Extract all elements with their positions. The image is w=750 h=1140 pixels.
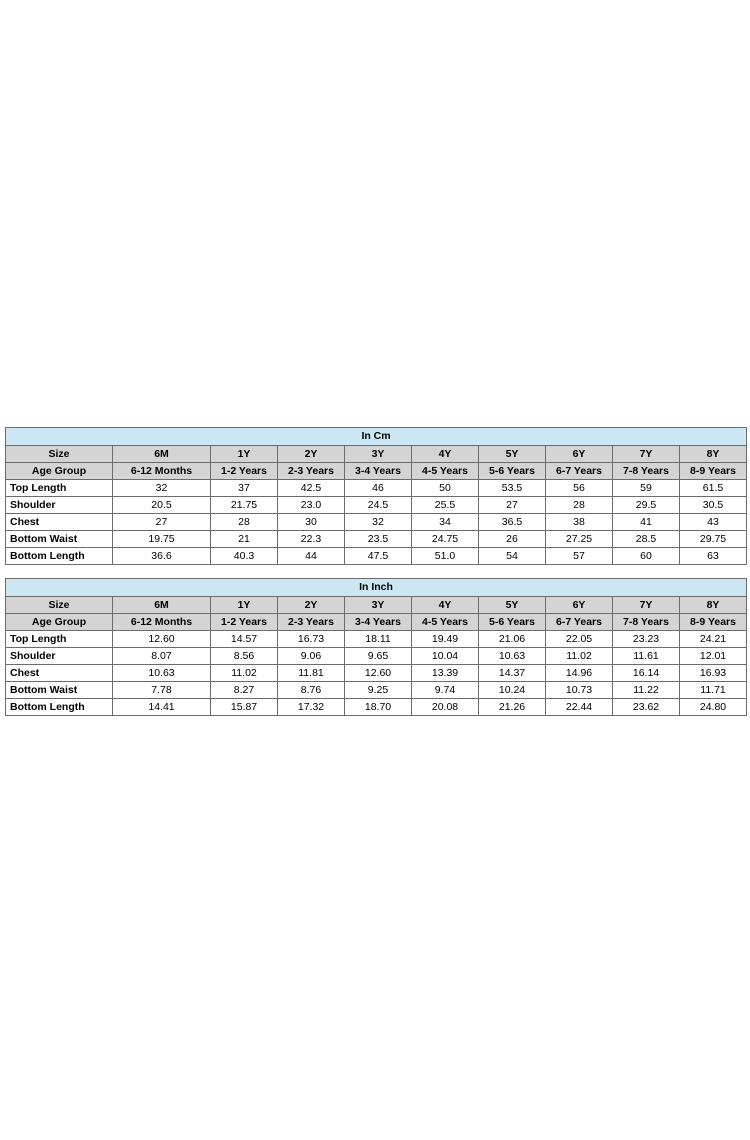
table-body	[6, 446, 747, 565]
table-row	[6, 548, 747, 565]
table-row	[6, 497, 747, 514]
measurement-value-cell: 27	[479, 497, 546, 514]
table-row	[6, 480, 747, 497]
table-row	[6, 631, 747, 648]
measurement-value-cell: 63	[680, 548, 747, 565]
size-chart-inch-table	[5, 578, 747, 716]
header-cell: 5-6 Years	[479, 614, 546, 631]
header-cell: 4-5 Years	[412, 463, 479, 480]
measurement-value-cell: 32	[113, 480, 211, 497]
measurement-value-cell: 10.24	[479, 682, 546, 699]
table-body	[6, 597, 747, 716]
measurement-value-cell: 21.75	[211, 497, 278, 514]
table-title-row	[6, 428, 747, 446]
measurement-value-cell: 25.5	[412, 497, 479, 514]
measurement-value-cell: 23.5	[345, 531, 412, 548]
measurement-value-cell: 8.27	[211, 682, 278, 699]
header-cell: 4Y	[412, 597, 479, 614]
header-cell: 6M	[113, 446, 211, 463]
header-cell: 7-8 Years	[613, 463, 680, 480]
measurement-value-cell: 14.57	[211, 631, 278, 648]
measurement-label-cell: Bottom Length	[6, 548, 113, 565]
measurement-value-cell: 11.02	[546, 648, 613, 665]
measurement-value-cell: 8.07	[113, 648, 211, 665]
measurement-value-cell: 12.01	[680, 648, 747, 665]
measurement-value-cell: 12.60	[113, 631, 211, 648]
header-cell: 8-9 Years	[680, 463, 747, 480]
measurement-label-cell: Bottom Waist	[6, 531, 113, 548]
measurement-value-cell: 16.73	[278, 631, 345, 648]
measurement-value-cell: 11.81	[278, 665, 345, 682]
header-cell: 1Y	[211, 597, 278, 614]
measurement-value-cell: 40.3	[211, 548, 278, 565]
measurement-value-cell: 34	[412, 514, 479, 531]
measurement-value-cell: 26	[479, 531, 546, 548]
measurement-value-cell: 59	[613, 480, 680, 497]
measurement-value-cell: 30	[278, 514, 345, 531]
header-cell: 6Y	[546, 446, 613, 463]
table-row	[6, 699, 747, 716]
measurement-label-cell: Top Length	[6, 631, 113, 648]
header-cell: 3-4 Years	[345, 614, 412, 631]
measurement-value-cell: 11.71	[680, 682, 747, 699]
measurement-label-cell: Chest	[6, 665, 113, 682]
row-header-cell: Age Group	[6, 614, 113, 631]
measurement-label-cell: Shoulder	[6, 648, 113, 665]
header-cell: 7-8 Years	[613, 614, 680, 631]
header-cell: 5Y	[479, 446, 546, 463]
measurement-value-cell: 17.32	[278, 699, 345, 716]
measurement-label-cell: Shoulder	[6, 497, 113, 514]
measurement-value-cell: 28	[211, 514, 278, 531]
table-row	[6, 514, 747, 531]
measurement-value-cell: 28	[546, 497, 613, 514]
row-header-cell: Age Group	[6, 463, 113, 480]
size-chart-cm-table	[5, 427, 747, 565]
measurement-value-cell: 9.74	[412, 682, 479, 699]
measurement-value-cell: 24.80	[680, 699, 747, 716]
header-cell: 1-2 Years	[211, 614, 278, 631]
measurement-value-cell: 47.5	[345, 548, 412, 565]
header-cell: 7Y	[613, 597, 680, 614]
measurement-value-cell: 14.96	[546, 665, 613, 682]
measurement-value-cell: 14.37	[479, 665, 546, 682]
size-header-row	[6, 597, 747, 614]
measurement-label-cell: Top Length	[6, 480, 113, 497]
measurement-value-cell: 14.41	[113, 699, 211, 716]
header-cell: 3Y	[345, 446, 412, 463]
measurement-value-cell: 10.04	[412, 648, 479, 665]
measurement-value-cell: 30.5	[680, 497, 747, 514]
age-group-header-row	[6, 614, 747, 631]
header-cell: 2Y	[278, 446, 345, 463]
table-row	[6, 682, 747, 699]
measurement-value-cell: 60	[613, 548, 680, 565]
table-title: In Cm	[6, 428, 747, 446]
header-cell: 8Y	[680, 446, 747, 463]
measurement-value-cell: 22.05	[546, 631, 613, 648]
measurement-value-cell: 7.78	[113, 682, 211, 699]
header-cell: 2-3 Years	[278, 614, 345, 631]
measurement-value-cell: 56	[546, 480, 613, 497]
header-cell: 8Y	[680, 597, 747, 614]
measurement-value-cell: 10.63	[113, 665, 211, 682]
header-cell: 6Y	[546, 597, 613, 614]
measurement-value-cell: 11.22	[613, 682, 680, 699]
header-cell: 6M	[113, 597, 211, 614]
header-cell: 1-2 Years	[211, 463, 278, 480]
measurement-value-cell: 27.25	[546, 531, 613, 548]
measurement-value-cell: 23.62	[613, 699, 680, 716]
measurement-label-cell: Bottom Length	[6, 699, 113, 716]
measurement-value-cell: 28.5	[613, 531, 680, 548]
measurement-value-cell: 11.61	[613, 648, 680, 665]
measurement-value-cell: 21	[211, 531, 278, 548]
measurement-value-cell: 9.06	[278, 648, 345, 665]
measurement-value-cell: 8.56	[211, 648, 278, 665]
measurement-value-cell: 23.0	[278, 497, 345, 514]
measurement-value-cell: 42.5	[278, 480, 345, 497]
header-cell: 4Y	[412, 446, 479, 463]
header-cell: 4-5 Years	[412, 614, 479, 631]
measurement-value-cell: 27	[113, 514, 211, 531]
measurement-label-cell: Bottom Waist	[6, 682, 113, 699]
measurement-value-cell: 36.5	[479, 514, 546, 531]
row-header-cell: Size	[6, 446, 113, 463]
measurement-value-cell: 19.49	[412, 631, 479, 648]
measurement-value-cell: 41	[613, 514, 680, 531]
measurement-value-cell: 16.14	[613, 665, 680, 682]
header-cell: 2-3 Years	[278, 463, 345, 480]
measurement-label-cell: Chest	[6, 514, 113, 531]
header-cell: 6-7 Years	[546, 614, 613, 631]
size-header-row	[6, 446, 747, 463]
measurement-value-cell: 29.75	[680, 531, 747, 548]
header-cell: 6-12 Months	[113, 463, 211, 480]
table-row	[6, 531, 747, 548]
measurement-value-cell: 18.70	[345, 699, 412, 716]
age-group-header-row	[6, 463, 747, 480]
measurement-value-cell: 44	[278, 548, 345, 565]
measurement-value-cell: 46	[345, 480, 412, 497]
header-cell: 3-4 Years	[345, 463, 412, 480]
measurement-value-cell: 22.3	[278, 531, 345, 548]
row-header-cell: Size	[6, 597, 113, 614]
measurement-value-cell: 53.5	[479, 480, 546, 497]
header-cell: 2Y	[278, 597, 345, 614]
header-cell: 3Y	[345, 597, 412, 614]
measurement-value-cell: 43	[680, 514, 747, 531]
measurement-value-cell: 24.75	[412, 531, 479, 548]
header-cell: 7Y	[613, 446, 680, 463]
measurement-value-cell: 19.75	[113, 531, 211, 548]
measurement-value-cell: 22.44	[546, 699, 613, 716]
measurement-value-cell: 50	[412, 480, 479, 497]
measurement-value-cell: 21.26	[479, 699, 546, 716]
measurement-value-cell: 9.65	[345, 648, 412, 665]
header-cell: 5-6 Years	[479, 463, 546, 480]
measurement-value-cell: 12.60	[345, 665, 412, 682]
measurement-value-cell: 32	[345, 514, 412, 531]
table-title-row	[6, 579, 747, 597]
measurement-value-cell: 9.25	[345, 682, 412, 699]
measurement-value-cell: 20.5	[113, 497, 211, 514]
table-title: In Inch	[6, 579, 747, 597]
measurement-value-cell: 13.39	[412, 665, 479, 682]
measurement-value-cell: 24.21	[680, 631, 747, 648]
measurement-value-cell: 38	[546, 514, 613, 531]
measurement-value-cell: 29.5	[613, 497, 680, 514]
measurement-value-cell: 16.93	[680, 665, 747, 682]
measurement-value-cell: 51.0	[412, 548, 479, 565]
table-row	[6, 648, 747, 665]
measurement-value-cell: 15.87	[211, 699, 278, 716]
measurement-value-cell: 18.11	[345, 631, 412, 648]
header-cell: 6-7 Years	[546, 463, 613, 480]
header-cell: 6-12 Months	[113, 614, 211, 631]
measurement-value-cell: 57	[546, 548, 613, 565]
measurement-value-cell: 54	[479, 548, 546, 565]
measurement-value-cell: 23.23	[613, 631, 680, 648]
measurement-value-cell: 10.73	[546, 682, 613, 699]
measurement-value-cell: 20.08	[412, 699, 479, 716]
measurement-value-cell: 61.5	[680, 480, 747, 497]
measurement-value-cell: 21.06	[479, 631, 546, 648]
measurement-value-cell: 37	[211, 480, 278, 497]
measurement-value-cell: 8.76	[278, 682, 345, 699]
measurement-value-cell: 36.6	[113, 548, 211, 565]
measurement-value-cell: 24.5	[345, 497, 412, 514]
table-row	[6, 665, 747, 682]
header-cell: 5Y	[479, 597, 546, 614]
measurement-value-cell: 10.63	[479, 648, 546, 665]
measurement-value-cell: 11.02	[211, 665, 278, 682]
header-cell: 1Y	[211, 446, 278, 463]
header-cell: 8-9 Years	[680, 614, 747, 631]
